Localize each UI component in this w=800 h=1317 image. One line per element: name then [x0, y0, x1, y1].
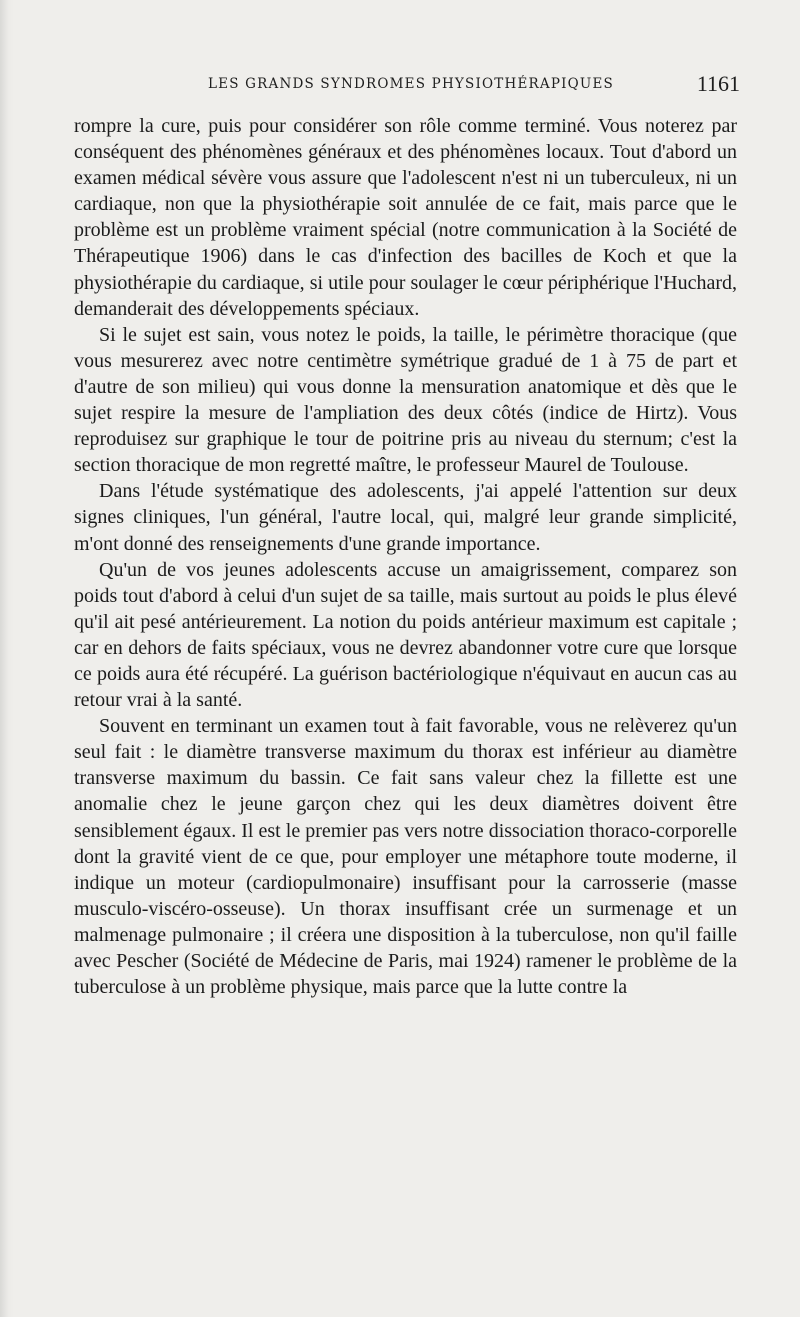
paragraph-1: rompre la cure, puis pour considérer son rôle comme terminé. Vous noterez par conséquent des phénomènes généraux et des phénomènes locaux. Tout d'abord un examen médical sévère vous assure que l'adolescent n'est ni un tuberculeux, ni un cardiaque, non que la physiothérapie soit annulée de ce fait, mais parce que le problème est un problème vraiment spécial (notre communication à la Société de Thérapeutique 1906) dans le cas d'infection des bacilles de Koch et que la physiothérapie du cardiaque, si utile pour soulager le cœur périphérique l'Huchard, demanderait des développements spéciaux.	[74, 115, 737, 320]
running-head	[80, 71, 740, 101]
paragraph-5: Souvent en terminant un examen tout à fait favorable, vous ne relèverez qu'un seul fait : le diamètre transverse maximum du thorax est inférieur au diamètre transverse maximum du bassin. Ce fait sans valeur chez la fillette est une anomalie chez le jeune garçon chez qui les deux diamètres doivent être sensiblement égaux. Il est le premier pas vers notre dissociation thoraco-corporelle dont la gravité vient de ce que, pour employer une métaphore toute moderne, il indique un moteur (cardiopulmonaire) insuffisant pour la carrosserie (masse musculo-viscéro-osseuse). Un thorax insuffisant crée un surmenage et un malmenage pulmonaire ; il créera une disposition à la tuberculose, non qu'il faille avec Pescher (Société de Médecine de Paris, mai 1924) ramener le problème de la tuberculose à un problème physique, mais parce que la lutte contre la	[74, 715, 737, 999]
body-text	[74, 113, 737, 1000]
scan-edge	[0, 0, 14, 1317]
paragraph-4: Qu'un de vos jeunes adolescents accuse un amaigrissement, comparez son poids tout d'abord à celui d'un sujet de sa taille, mais surtout au poids le plus élevé qu'il ait pesé antérieurement. La notion du poids antérieur maximum est capitale ; car en dehors de faits spéciaux, vous ne devrez abandonner votre cure que lorsque ce poids aura été récupéré. La guérison bactériologique n'équivaut en aucun cas au retour vrai à la santé.	[74, 558, 737, 712]
paragraph-3: Dans l'étude systématique des adolescents, j'ai appelé l'attention sur deux signes cliniques, l'un général, l'autre local, qui, malgré leur grande simplicité, m'ont donné des renseignements d'une grande importance.	[74, 480, 737, 555]
running-title: LES GRANDS SYNDROMES PHYSIOTHÉRAPIQUES	[208, 76, 615, 92]
page-number: 1161	[696, 71, 740, 96]
book-page	[14, 0, 800, 1317]
paragraph-2: Si le sujet est sain, vous notez le poids, la taille, le périmètre thoracique (que vous mesurerez avec notre centimètre symétrique gradué de 1 à 75 de part et d'autre de son milieu) qui vous donne la mensuration anatomique et dès que le sujet respire la mesure de l'ampliation des deux côtés (indice de Hirtz). Vous reproduisez sur graphique le tour de poitrine pris au niveau du sternum; c'est la section thoracique de mon regretté maître, le professeur Maurel de Toulouse.	[74, 323, 737, 477]
